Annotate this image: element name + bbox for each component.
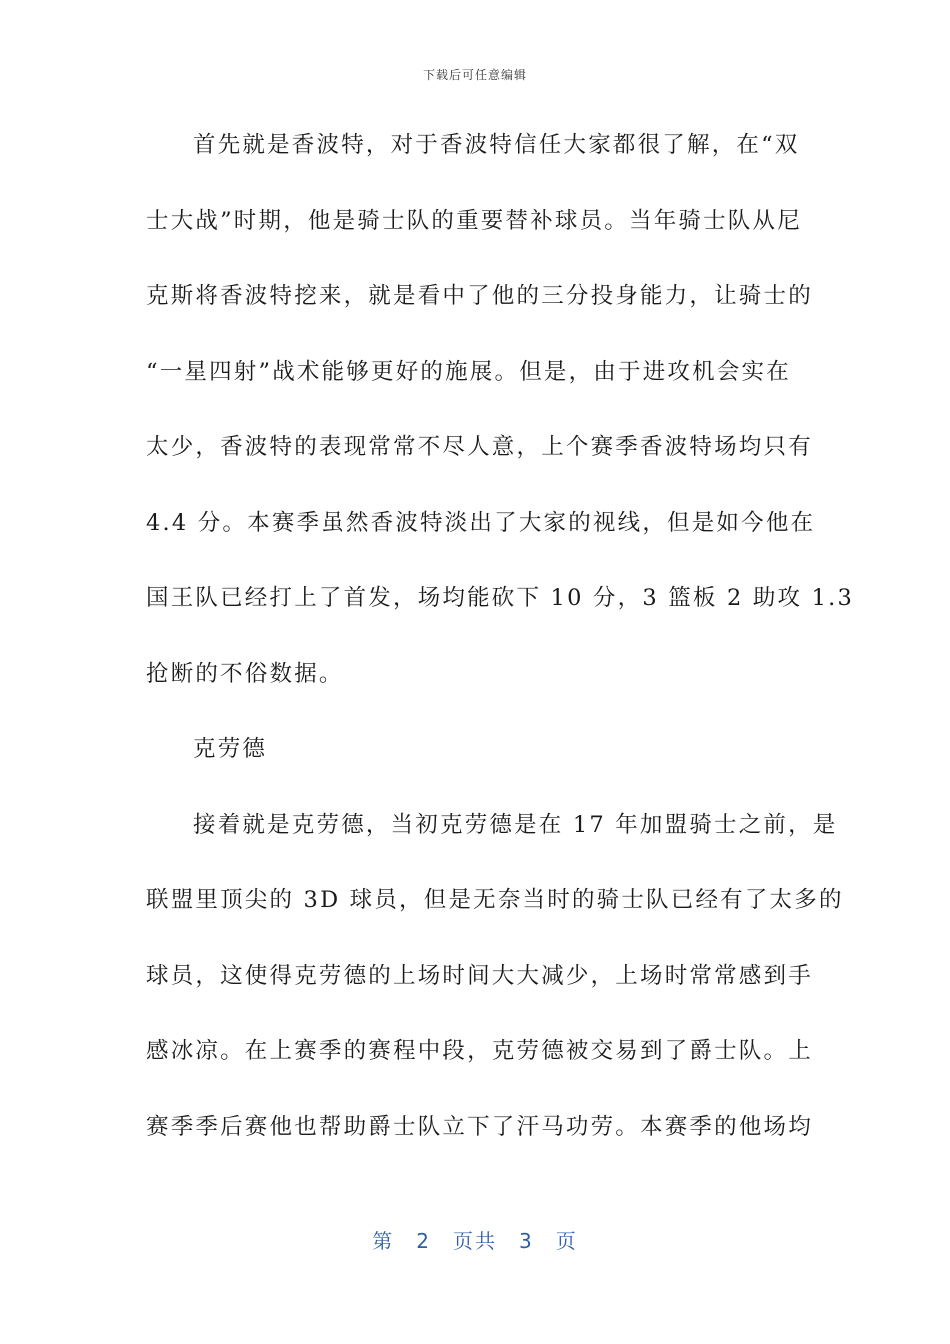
paragraph-line: 接着就是克劳德，当初克劳德是在 17 年加盟骑士之前，是 [193,811,838,838]
paragraph-line: 感冰凉。在上赛季的赛程中段，克劳德被交易到了爵士队。上 [146,1038,813,1064]
paragraph-line: 4.4 分。本赛季虽然香波特淡出了大家的视线，但是如今他在 [146,509,816,536]
footer-suffix: 页 [555,1229,578,1253]
section-heading: 克劳德 [193,736,268,762]
paragraph-line: 联盟里顶尖的 3D 球员，但是无奈当时的骑士队已经有了太多的 [146,887,844,913]
paragraph-line: 士大战”时期，他是骑士队的重要替补球员。当年骑士队从尼 [146,207,802,234]
page-footer [0,1225,950,1254]
paragraph-line: “一星四射”战术能够更好的施展。但是，由于进攻机会实在 [146,358,791,385]
paragraph-line: 国王队已经打上了首发，场均能砍下 10 分，3 篮板 2 助攻 1.3 [146,585,854,611]
paragraph-line: 抢断的不俗数据。 [146,660,344,687]
page-header-note: 下载后可任意编辑 [422,68,527,82]
paragraph-line: 克斯将香波特挖来，就是看中了他的三分投身能力，让骑士的 [146,283,813,309]
current-page-number: 2 [416,1229,431,1253]
paragraph-line: 赛季季后赛他也帮助爵士队立下了汗马功劳。本赛季的他场均 [146,1113,813,1140]
paragraph-line: 球员，这使得克劳德的上场时间大大减少，上场时常常感到手 [146,962,813,989]
document-body [146,119,854,1176]
paragraph-line: 首先就是香波特，对于香波特信任大家都很了解，在“双 [193,132,800,158]
total-pages-number: 3 [519,1229,534,1253]
footer-prefix: 第 [372,1229,395,1253]
footer-middle: 页共 [453,1229,497,1253]
paragraph-line: 太少，香波特的表现常常不尽人意，上个赛季香波特场均只有 [146,434,813,460]
